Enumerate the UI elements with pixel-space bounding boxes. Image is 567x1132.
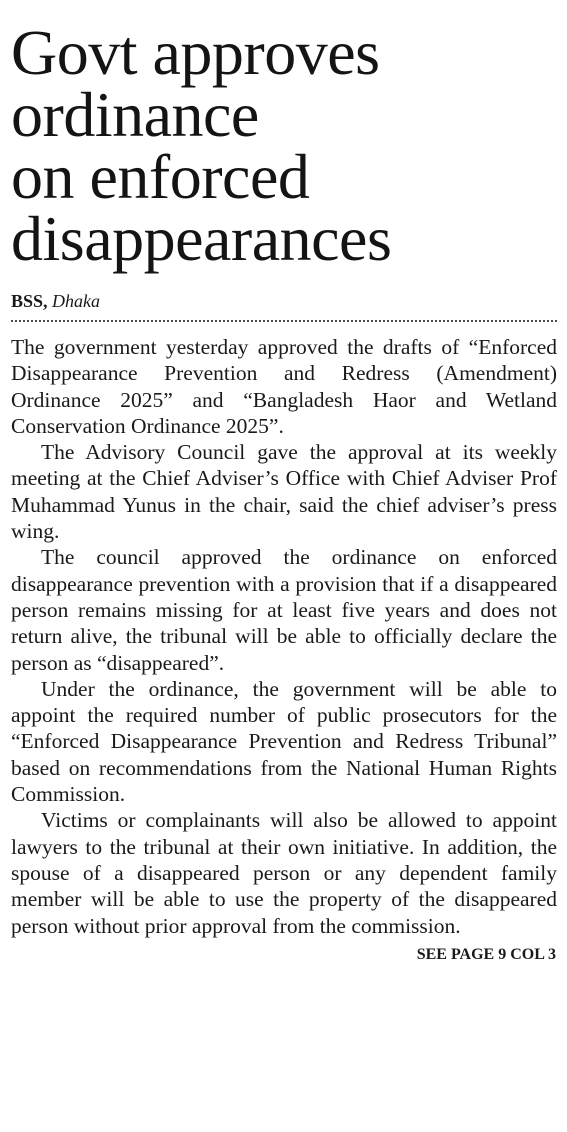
byline-place: Dhaka: [52, 291, 101, 311]
article-body: [11, 334, 557, 939]
continuation-reference: SEE PAGE 9 COL 3: [416, 945, 556, 963]
headline-line-1: Govt approves: [11, 17, 380, 88]
headline-line-4: disappearances: [11, 203, 392, 274]
headline-line-3: on enforced: [11, 141, 310, 212]
body-paragraph-1: The government yesterday approved the drafts of “Enforced Disappearance Prevention and Redress (Amendment) Ordinance 2025” and “Bangladesh Haor and Wetland Conservation Ordinance 2025”.: [11, 335, 557, 438]
body-paragraph-5: Victims or complainants will also be allowed to appoint lawyers to the tribunal at their own initiative. In addition, the spouse of a disappeared person or any dependent family member will be able to use the property of the disappeared person without prior approval from the commission.: [11, 808, 557, 938]
headline: [11, 17, 557, 274]
body-paragraph-3: The council approved the ordinance on enforced disappearance prevention with a provision that if a disappeared person remains missing for at least five years and does not return alive, the tribunal will be able to officially declare the person as “disappeared”.: [11, 545, 557, 675]
byline-agency: BSS,: [11, 291, 48, 311]
dotted-divider: [11, 320, 557, 322]
body-paragraph-4: Under the ordinance, the government will be able to appoint the required number of public prosecutors for the “Enforced Disappearance Prevention and Redress Tribunal” based on recommendations from the National Human Rights Commission.: [11, 676, 557, 807]
byline: [11, 290, 557, 312]
headline-line-2: ordinance: [11, 79, 259, 150]
news-article: [11, 17, 557, 965]
body-paragraph-2: The Advisory Council gave the approval at its weekly meeting at the Chief Adviser’s Office with Chief Adviser Prof Muhammad Yunus in the chair, said the chief adviser’s press wing.: [11, 440, 557, 544]
